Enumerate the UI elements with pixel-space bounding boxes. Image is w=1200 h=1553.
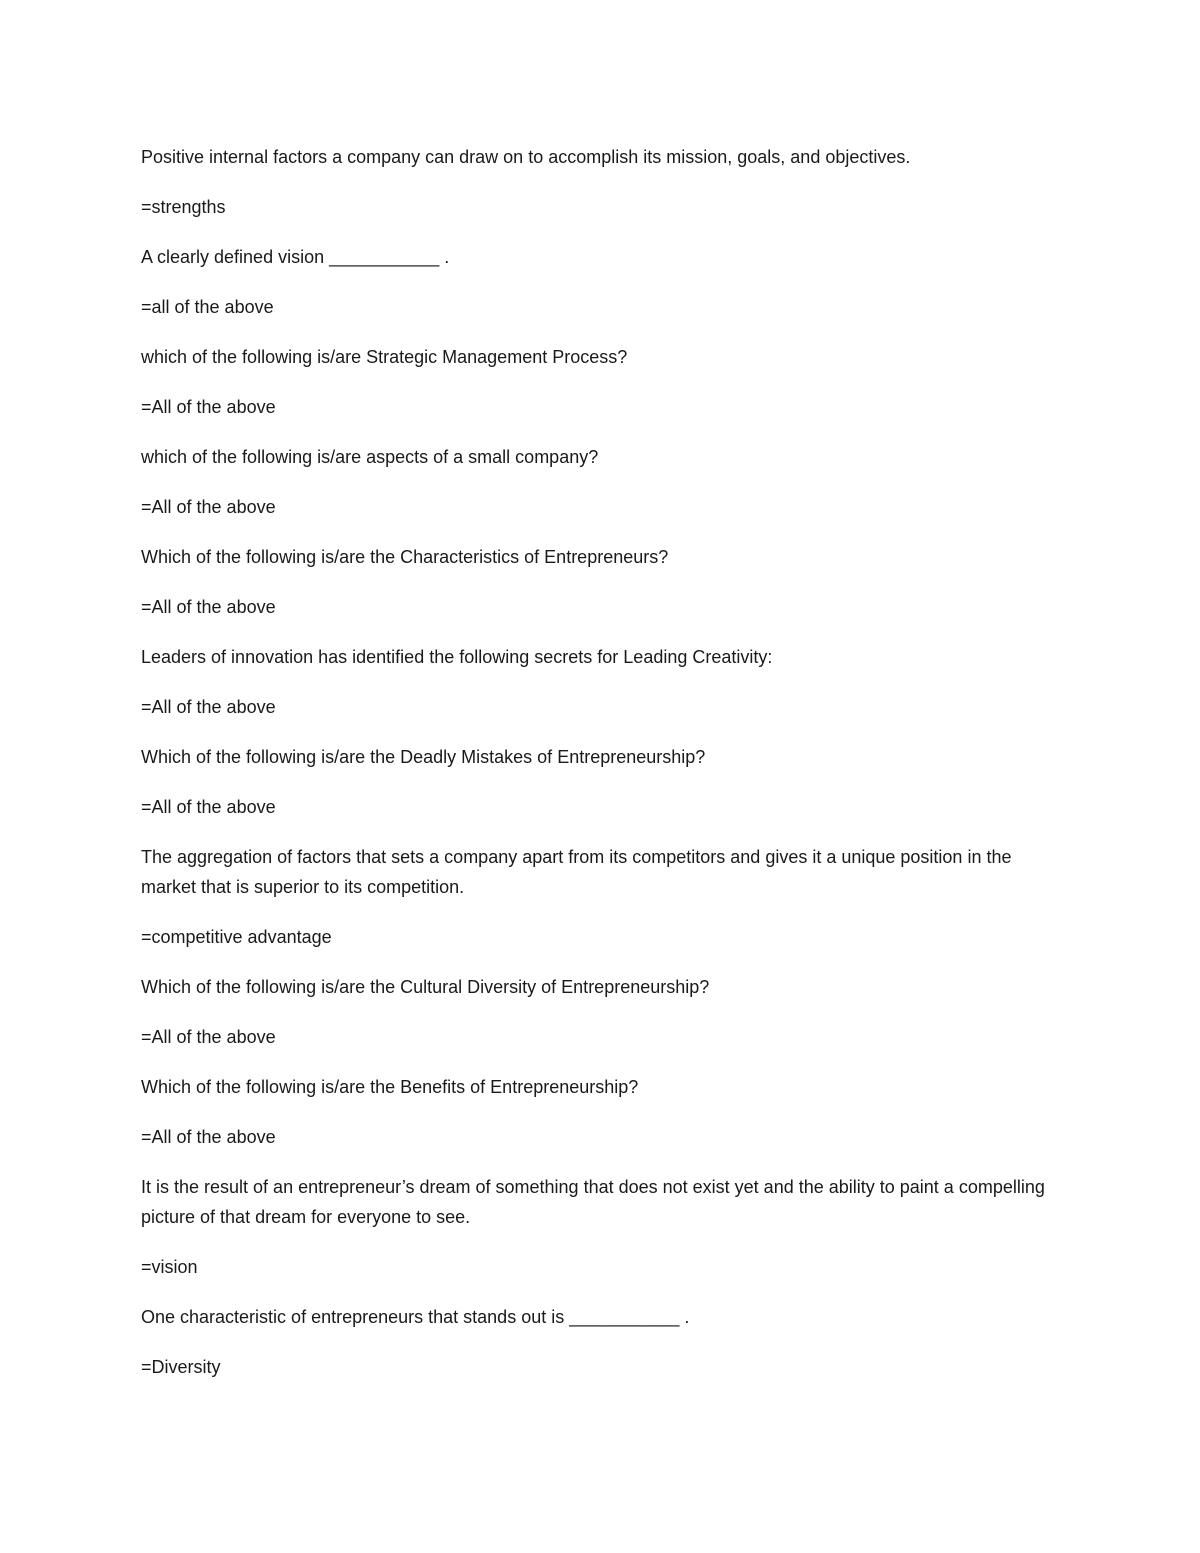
answer-text: =All of the above (141, 497, 276, 517)
answer-text: =strengths (141, 197, 226, 217)
question-text: Which of the following is/are the Cultural Diversity of Entrepreneurship? (141, 977, 710, 997)
question-text: One characteristic of entrepreneurs that stands out is ___________ . (141, 1307, 690, 1327)
answer-text: =All of the above (141, 397, 276, 417)
answer-text: =All of the above (141, 697, 276, 717)
question-text: A clearly defined vision ___________ . (141, 247, 450, 267)
document-body (141, 142, 1071, 1402)
answer-text: =vision (141, 1257, 198, 1277)
question-text: Leaders of innovation has identified the following secrets for Leading Creativity: (141, 647, 773, 667)
answer-text: =All of the above (141, 597, 276, 617)
answer-text: =competitive advantage (141, 927, 332, 947)
answer-text: =all of the above (141, 297, 274, 317)
question-text: The aggregation of factors that sets a company apart from its competitors and gives it a unique position in the market that is superior to its competition. (141, 847, 1012, 897)
answer-text: =All of the above (141, 797, 276, 817)
question-text: Which of the following is/are the Deadly Mistakes of Entrepreneurship? (141, 747, 706, 767)
question-text: Which of the following is/are the Benefits of Entrepreneurship? (141, 1077, 639, 1097)
question-text: It is the result of an entrepreneur’s dream of something that does not exist yet and the ability to paint a compelling picture of that dream for everyone to see. (141, 1177, 1045, 1227)
question-text: which of the following is/are Strategic Management Process? (141, 347, 628, 367)
question-text: which of the following is/are aspects of a small company? (141, 447, 599, 467)
question-text: Which of the following is/are the Characteristics of Entrepreneurs? (141, 547, 669, 567)
question-text: Positive internal factors a company can draw on to accomplish its mission, goals, and objectives. (141, 147, 911, 167)
answer-text: =All of the above (141, 1027, 276, 1047)
answer-text: =All of the above (141, 1127, 276, 1147)
answer-text: =Diversity (141, 1357, 221, 1377)
